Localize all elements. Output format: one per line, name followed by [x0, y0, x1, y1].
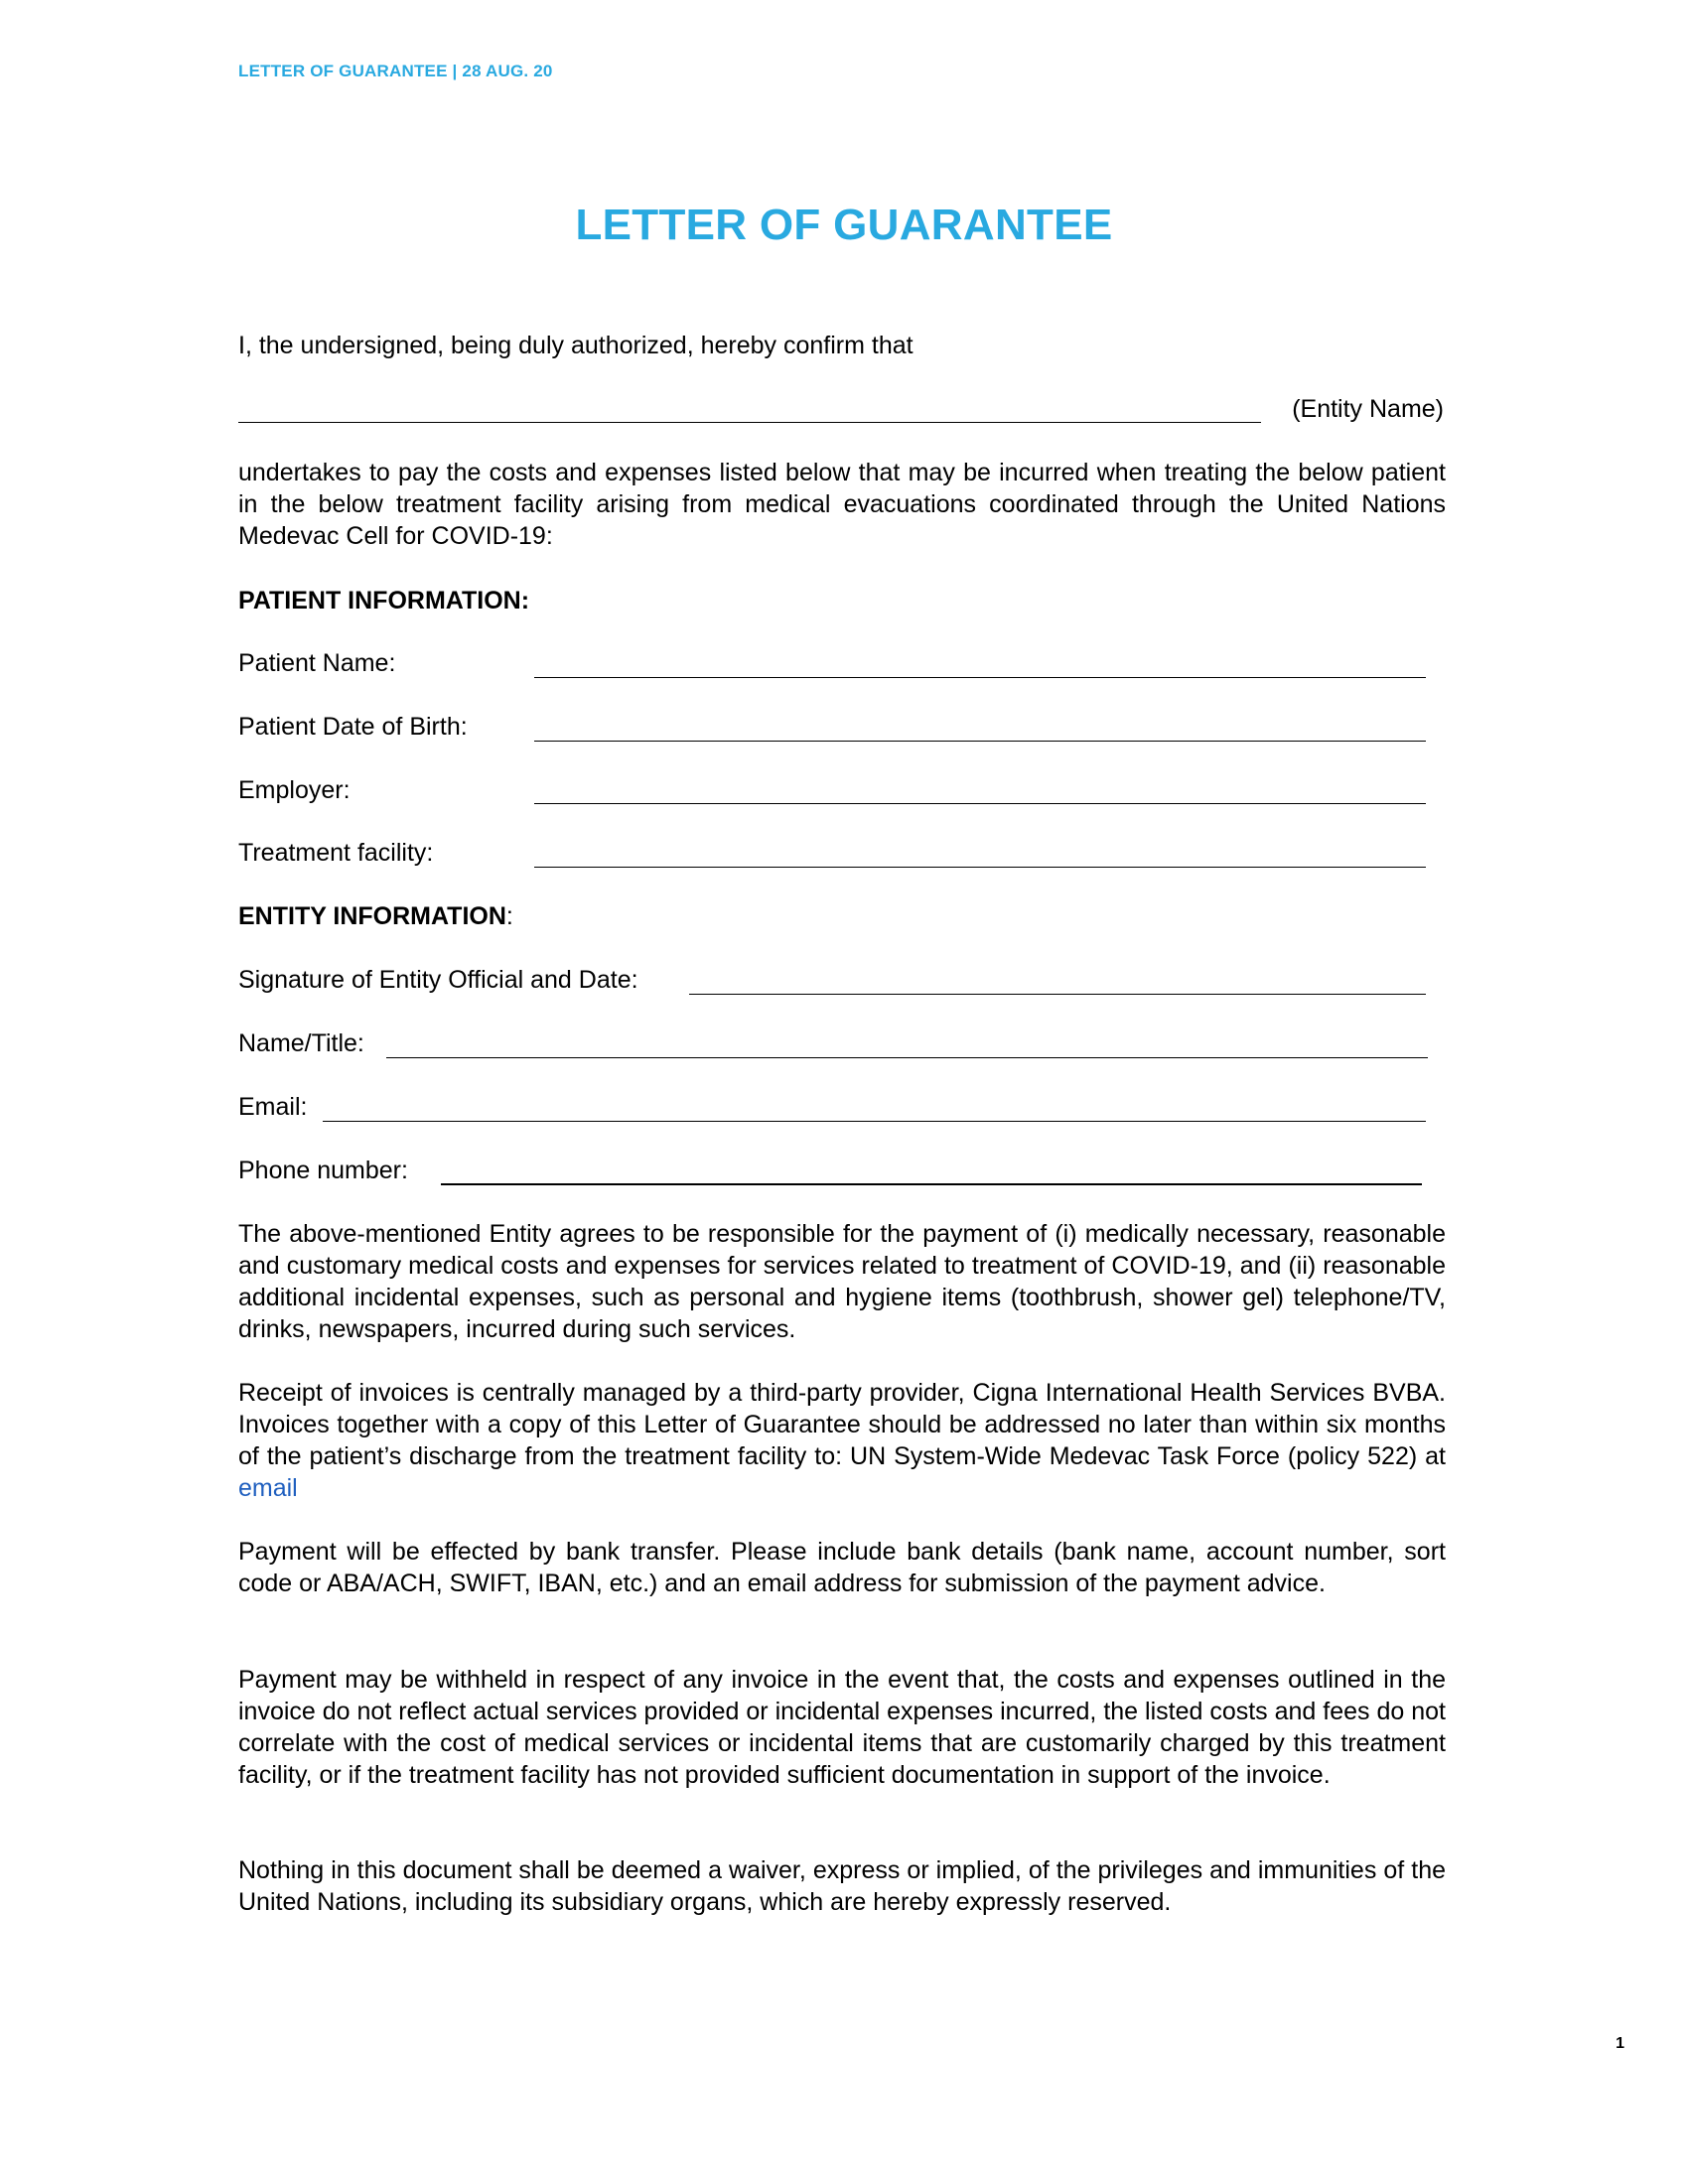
- employer-line[interactable]: [534, 803, 1426, 804]
- responsibility-paragraph: The above-mentioned Entity agrees to be responsible for the payment of (i) medically necessary, reasonable and customary medical costs and expenses for services related to treatment of COVID-19, and (ii) reasonable additional incidental expenses, such as personal and hygiene items (toothbrush, shower gel) telephone/TV, drinks, newspapers, incurred during such services.: [238, 1220, 1446, 1343]
- withheld-paragraph: Payment may be withheld in respect of any invoice in the event that, the costs and expenses outlined in the invoice do not reflect actual services provided or incidental expenses incurred, the listed costs and fees do not correlate with the cost of medical services or incidental items that are customarily charged by this treatment facility, or if the treatment facility has not provided sufficient documentation in support of the invoice.: [238, 1666, 1446, 1789]
- intro-text: I, the undersigned, being duly authorized, hereby confirm that: [238, 332, 914, 359]
- patient-name-label: Patient Name:: [238, 649, 396, 677]
- name-title-label: Name/Title:: [238, 1029, 364, 1057]
- patient-name-line[interactable]: [534, 677, 1426, 678]
- email-line[interactable]: [323, 1121, 1426, 1122]
- entity-info-heading: [238, 900, 513, 932]
- treatment-facility-line[interactable]: [534, 867, 1426, 868]
- document-title: LETTER OF GUARANTEE: [575, 201, 1113, 249]
- signature-label: Signature of Entity Official and Date:: [238, 966, 638, 994]
- email-label: Email:: [238, 1093, 308, 1121]
- invoices-text: Receipt of invoices is centrally managed by a third-party provider, Cigna International Health Services BVBA. Invoices together with a copy of this Letter of Guarantee should be addressed no later than within six months of the patient’s discharge from the treatment facility to: UN System-Wide Medevac Task Force (policy 522) at: [238, 1379, 1446, 1470]
- signature-line[interactable]: [689, 994, 1426, 995]
- phone-line[interactable]: [441, 1183, 1422, 1185]
- employer-label: Employer:: [238, 776, 351, 804]
- undertaking-paragraph: undertakes to pay the costs and expenses listed below that may be incurred when treating the below patient in the below treatment facility arising from medical evacuations coordinated through the United Nations Medevac Cell for COVID-19:: [238, 459, 1446, 550]
- waiver-paragraph: Nothing in this document shall be deemed a waiver, express or implied, of the privileges and immunities of the United Nations, including its subsidiary organs, which are hereby expressly reserved.: [238, 1856, 1446, 1916]
- payment-paragraph: Payment will be effected by bank transfer. Please include bank details (bank name, account number, sort code or ABA/ACH, SWIFT, IBAN, etc.) and an email address for submission of the payment advice.: [238, 1538, 1446, 1597]
- email-link[interactable]: email: [238, 1474, 298, 1502]
- phone-label: Phone number:: [238, 1157, 408, 1184]
- treatment-facility-label: Treatment facility:: [238, 839, 434, 867]
- name-title-line[interactable]: [386, 1057, 1428, 1058]
- patient-dob-label: Patient Date of Birth:: [238, 713, 468, 741]
- patient-info-heading: PATIENT INFORMATION:: [238, 587, 530, 614]
- invoices-paragraph: [238, 1377, 1446, 1504]
- running-header: LETTER OF GUARANTEE | 28 AUG. 20: [238, 62, 553, 80]
- entity-name-line[interactable]: [238, 422, 1261, 423]
- entity-name-caption: (Entity Name): [1292, 395, 1444, 423]
- page-number: 1: [1616, 2035, 1624, 2052]
- entity-info-heading-colon: :: [505, 902, 513, 930]
- patient-dob-line[interactable]: [534, 741, 1426, 742]
- entity-info-heading-text: ENTITY INFORMATION: [238, 902, 506, 930]
